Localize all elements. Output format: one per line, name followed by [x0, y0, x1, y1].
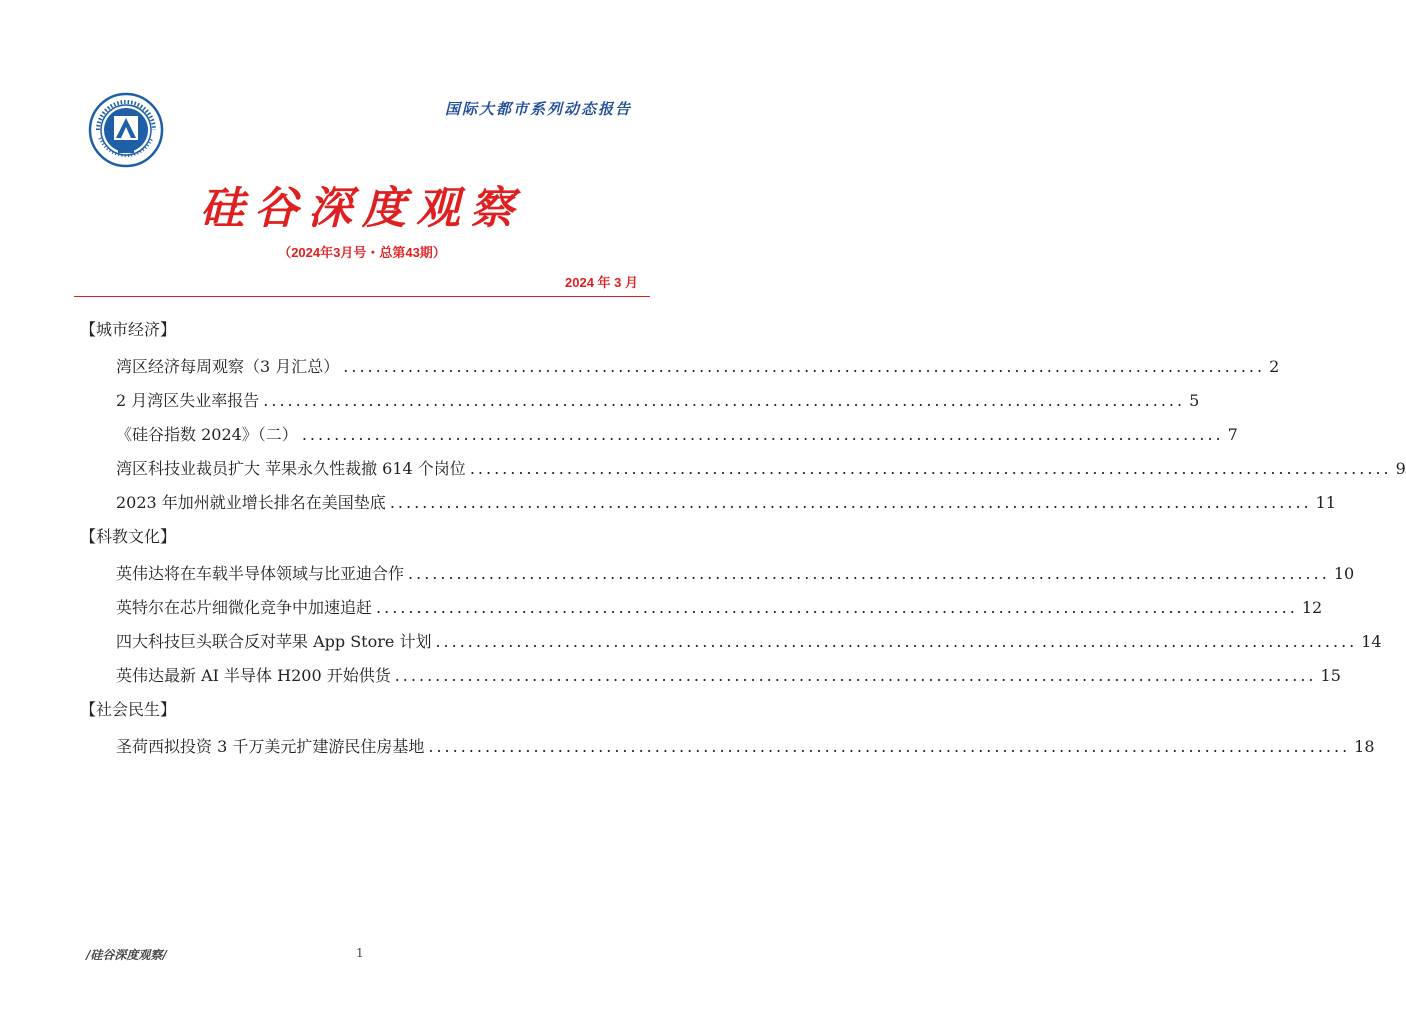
toc-entry[interactable]	[116, 491, 1336, 515]
toc-entry-title[interactable]: 四大科技巨头联合反对苹果 App Store 计划	[116, 632, 432, 651]
toc-entry-title[interactable]: 圣荷西拟投资 3 千万美元扩建游民住房基地	[116, 737, 425, 756]
toc-entry-title[interactable]: 2023 年加州就业增长排名在美国垫底	[116, 493, 386, 512]
toc-entry-title[interactable]: 英特尔在芯片细微化竞争中加速追赶	[116, 598, 373, 617]
toc-entry[interactable]	[116, 457, 1406, 481]
toc-entry-page: 7	[1227, 425, 1238, 444]
toc-section-heading: 【城市经济】	[80, 320, 177, 339]
toc-entry[interactable]	[116, 630, 1382, 654]
dot-leader: ..................................................................................................................	[263, 391, 1186, 410]
table-of-contents	[80, 318, 1406, 769]
toc-entry[interactable]	[116, 355, 1280, 379]
toc-entry-page: 12	[1301, 598, 1323, 617]
toc-entry-page: 10	[1333, 564, 1355, 583]
dot-leader: ..................................................................................................................	[389, 493, 1312, 512]
toc-entry-title[interactable]: 英伟达最新 AI 半导体 H200 开始供货	[116, 666, 391, 685]
toc-entry-page: 5	[1189, 391, 1200, 410]
dot-leader: ..................................................................................................................	[301, 425, 1224, 444]
toc-entry-title[interactable]: 《硅谷指数 2024》（二）	[116, 425, 298, 444]
toc-entry[interactable]	[116, 423, 1238, 447]
publication-date: 2024 年 3 月	[565, 275, 638, 290]
page-title: 硅谷深度观察	[200, 183, 524, 234]
dot-leader: ..................................................................................................................	[469, 459, 1392, 478]
toc-entry[interactable]	[116, 562, 1355, 586]
dot-leader: ..................................................................................................................	[428, 737, 1351, 756]
toc-entry-title[interactable]: 英伟达将在车载半导体领域与比亚迪合作	[116, 564, 405, 583]
dot-leader: ..................................................................................................................	[376, 598, 1298, 617]
toc-section-heading: 【科教文化】	[80, 527, 177, 546]
toc-entry[interactable]	[116, 664, 1341, 688]
footer-label: /硅谷深度观察/	[86, 948, 167, 962]
dot-leader: ..................................................................................................................	[435, 632, 1358, 651]
toc-entry-page: 9	[1395, 459, 1406, 478]
footer-page-number: 1	[356, 946, 364, 960]
toc-entry-page: 14	[1361, 632, 1382, 651]
issue-number: （2024年3月号・总第43期）	[278, 245, 446, 260]
title-divider	[74, 296, 650, 297]
toc-entry-page: 11	[1315, 493, 1336, 512]
dot-leader: ..................................................................................................................	[408, 564, 1330, 583]
series-title: 国际大都市系列动态报告	[444, 100, 632, 118]
toc-entry-page: 15	[1320, 666, 1341, 685]
dot-leader: ..................................................................................................................	[394, 666, 1317, 685]
toc-entry-title[interactable]: 2 月湾区失业率报告	[116, 391, 260, 410]
toc-entry-title[interactable]: 湾区科技业裁员扩大 苹果永久性裁撤 614 个岗位	[116, 459, 466, 478]
toc-entry-title[interactable]: 湾区经济每周观察（3 月汇总）	[116, 357, 340, 376]
toc-entry-page: 2	[1269, 357, 1280, 376]
dot-leader: ..................................................................................................................	[343, 357, 1266, 376]
toc-entry[interactable]	[116, 735, 1375, 759]
toc-section-heading: 【社会民生】	[80, 700, 177, 719]
toc-entry[interactable]	[116, 389, 1200, 413]
toc-entry-page: 18	[1354, 737, 1375, 756]
toc-entry[interactable]	[116, 596, 1323, 620]
academy-logo-icon	[88, 92, 164, 168]
